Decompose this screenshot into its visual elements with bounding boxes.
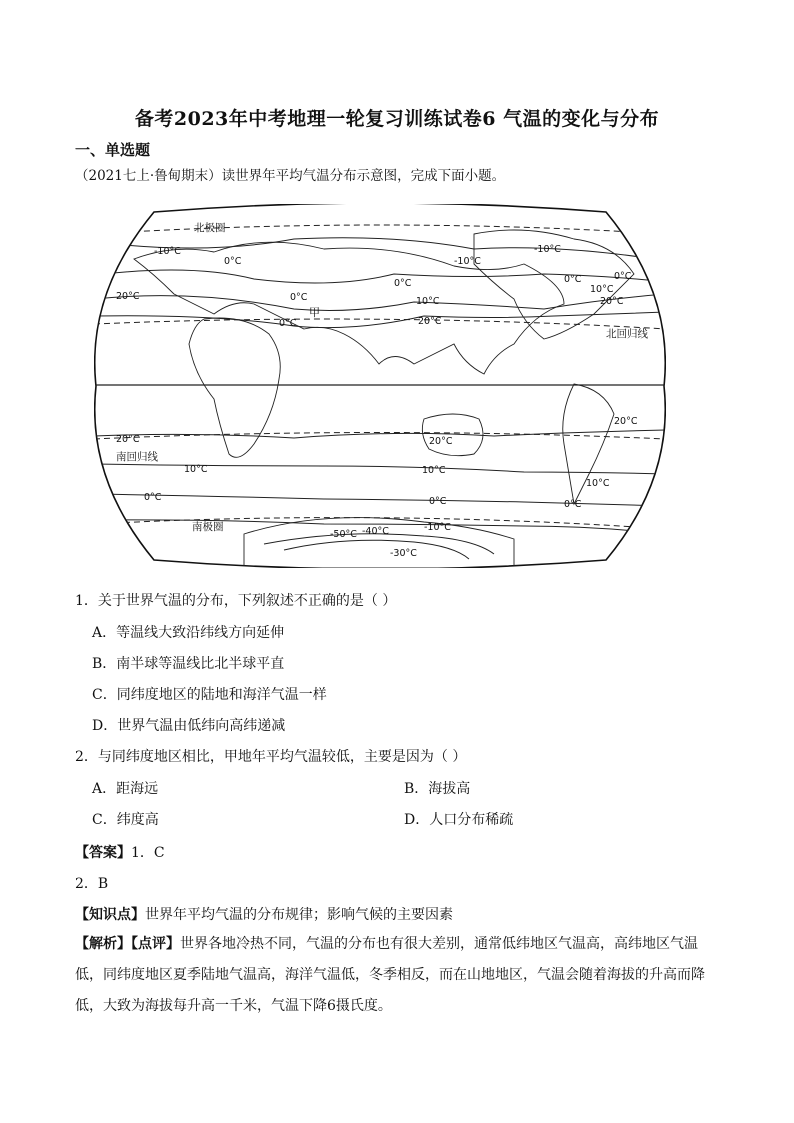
q2-option-c: C．纬度高: [92, 812, 159, 828]
q1-option-c: C．同纬度地区的陆地和海洋气温一样: [92, 687, 327, 703]
isotherm-label: 20°C: [116, 434, 140, 445]
isotherm-label: 20°C: [418, 316, 442, 327]
isotherm-label: 0°C: [564, 499, 582, 510]
answer-value-1: 1．C: [131, 845, 165, 861]
isotherm-label: 0°C: [224, 256, 242, 267]
analysis-text: 世界各地冷热不同，气温的分布也有很大差别，通常低纬地区气温高，高纬地区气温低，同纬度地区夏季陆地气温高，海洋气温低，冬季相反，而在山地地区，气温会随着海拔的升高而降低，大致为海拔每升高一千米，气温下降6摄氏度。: [75, 936, 705, 1014]
q1-option-d: D．世界气温由低纬向高纬递减: [92, 718, 286, 734]
isotherm-label: 0°C: [144, 492, 162, 503]
arctic-circle-label: 北极圈: [194, 222, 226, 234]
analysis-paragraph: [75, 929, 725, 1022]
answer-value-2: 2．B: [75, 876, 109, 892]
isotherm-label: -40°C: [362, 526, 389, 537]
knowledge-text: 世界年平均气温的分布规律；影响气候的主要因素: [145, 907, 453, 923]
knowledge-point: [75, 904, 453, 924]
isotherm-label: -10°C: [154, 246, 181, 257]
isotherm-label: 0°C: [394, 278, 412, 289]
knowledge-tag: 【知识点】: [75, 907, 145, 923]
q2-option-b: B．海拔高: [404, 781, 471, 797]
isotherm-label: 0°C: [564, 274, 582, 285]
isotherm-label: 0°C: [279, 318, 297, 329]
map-border: [95, 204, 666, 568]
answer-line-1: [75, 842, 165, 862]
isotherm-label: 20°C: [429, 436, 453, 447]
q1-option-b: B．南半球等温线比北半球平直: [92, 656, 285, 672]
q2-option-d: D．人口分布稀疏: [404, 812, 514, 828]
isotherm-label: 10°C: [586, 478, 610, 489]
isotherm-label: 0°C: [290, 292, 308, 303]
q2-stem: 2．与同纬度地区相比，甲地年平均气温较低，主要是因为（ ）: [75, 749, 467, 765]
isotherm-label: 20°C: [116, 291, 140, 302]
isotherm-label: -10°C: [534, 244, 561, 255]
isotherm-label: 10°C: [416, 296, 440, 307]
isotherm-label: 0°C: [429, 496, 447, 507]
answer-tag: 【答案】: [75, 845, 131, 861]
isotherm-label: 20°C: [614, 416, 638, 427]
isotherm-label: 0°C: [614, 271, 632, 282]
q1-stem: 1．关于世界气温的分布，下列叙述不正确的是（ ）: [75, 593, 397, 609]
isotherm-label: -30°C: [390, 548, 417, 559]
world-temperature-map: [94, 204, 666, 568]
isotherm-label: 10°C: [184, 464, 208, 475]
isotherm-label: -50°C: [330, 529, 357, 540]
tropic-capricorn-label: 南回归线: [116, 451, 158, 463]
page-title: 备考2023年中考地理一轮复习训练试卷6 气温的变化与分布: [134, 108, 660, 130]
isotherm-label: -10°C: [424, 522, 451, 533]
tropic-cancer-label: 北回归线: [606, 328, 648, 340]
section-heading: 一、单选题: [75, 141, 151, 159]
isotherm-label: 10°C: [590, 284, 614, 295]
isotherm-label: 20°C: [600, 296, 624, 307]
jia-label: 甲: [309, 306, 320, 319]
analysis-tag: 【解析】【点评】: [75, 936, 180, 952]
q2-option-a: A．距海远: [92, 781, 159, 797]
isotherm-label: 10°C: [422, 465, 446, 476]
isotherm-label: -10°C: [454, 256, 481, 267]
antarctic-circle-label: 南极圈: [192, 521, 224, 533]
q1-option-a: A．等温线大致沿纬线方向延伸: [92, 625, 285, 641]
question-intro: （2021七上·鲁甸期末）读世界年平均气温分布示意图，完成下面小题。: [75, 168, 506, 184]
